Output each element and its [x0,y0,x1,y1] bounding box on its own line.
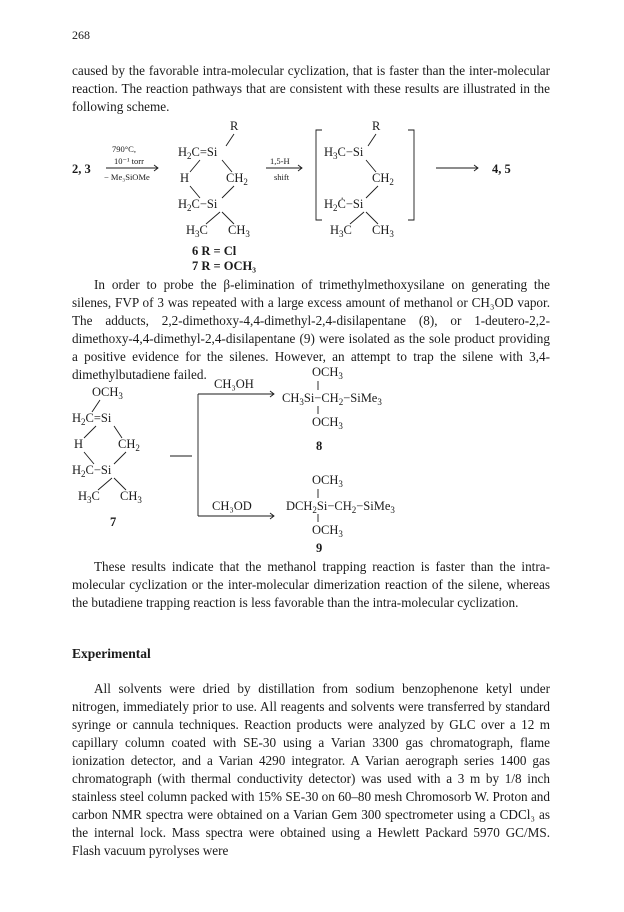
methyl-right-2: $CH_3$ [372,223,394,239]
h2c-si-group: $H_2C=Si$ [178,145,218,161]
bond [84,426,96,438]
h2c-si-group: $H_2C=Si$ [72,411,112,427]
reagent-deuteromethanol: CH₃OD [212,499,252,513]
intro-paragraph: caused by the favorable intra-molecular cyclization, that is faster than the inter-molecular reaction. The reaction pathways that are consistent with these results are illustrated in the following scheme. [72,63,550,114]
bond [190,160,200,172]
bond [368,134,376,146]
ch2-group: $CH_2$ [118,437,140,453]
start-label: 7 [110,515,117,529]
condition-temperature: 790°C, [112,144,136,154]
h3c-si-group: $H_3C-Si$ [324,145,364,161]
substituent-r-2: R [372,119,381,133]
methyl-left-2: $H_3C$ [330,223,352,239]
bond [114,452,126,464]
methyl-left: $H_3C$ [186,223,208,239]
ch2-group-2: $CH_2$ [372,171,394,187]
h2c-si-group-2: $H_2C-Si$ [178,197,218,213]
reaction-scheme-1 [0,112,624,272]
paragraph-3: These results indicate that the methanol trapping reaction is faster than the intra-molecular cyclization or the inter-molecular dimerization reaction of the silene, whereas the butadiene trapping reaction is less favorable than the intra-molecular cyclization. [72,559,550,610]
bond [222,186,234,198]
shift-label-bottom: shift [274,172,290,182]
methyl-right: $CH_3$ [228,223,250,239]
bond [366,186,378,198]
ch2-group: $CH_2$ [226,171,248,187]
bond [350,212,364,224]
bracket-left [316,130,322,220]
substituent-r-1: R [230,119,239,133]
h2c-si-group-2: $H_2C-Si$ [72,463,112,479]
reactants-label: 2, 3 [72,162,91,176]
compound-6-label: 6 R = Cl [192,244,237,258]
bond [206,212,220,224]
methoxy-group: $OCH_3$ [92,385,123,401]
product-9-backbone: $DCH_2Si-CH_2-SiMe_3$ [286,499,395,515]
condition-loss: − Me₃SiOMe [104,172,150,182]
reagent-methanol: CH₃OH [214,377,254,391]
methyl-left: $H_3C$ [78,489,100,505]
bond [98,478,112,490]
product-9-methoxy-bottom: $OCH_3$ [312,523,343,539]
condition-pressure: 10⁻¹ torr [114,156,144,166]
paragraph-2: In order to probe the β-elimination of trimethylmethoxysilane on generating the silenes, FVP of 3 was repeated with a large excess amount of methanol or CH₃OD vapor. The adducts, 2,2-dimethoxy-4,4-dimethyl-2,4-disilapentane (8), or 1-deutero-2,2-dimethoxy-4,4-dimethyl-2,4-disilapentane (9) were isolated as the sole product providing a positive evidence for the silenes. However, an attempt to trap the silene with 3,4-dimethylbutadiene failed. [72,277,550,382]
product-9-label: 9 [316,541,323,555]
h2c-radical-si: $H_2Ċ-Si$ [324,197,364,213]
methyl-right: $CH_3$ [120,489,142,505]
h-atom: H [74,437,84,451]
product-8-backbone: $CH_3Si-CH_2-SiMe_3$ [282,391,382,407]
experimental-heading: Experimental [72,646,151,661]
compound-7-label: 7 R = OCH₃ [192,259,256,273]
product-9-methoxy-top: $OCH_3$ [312,473,343,489]
bond [226,134,234,146]
products-label: 4, 5 [492,162,511,176]
page-number: 268 [72,28,90,42]
product-8-methoxy-bottom: $OCH_3$ [312,415,343,431]
product-8-label: 8 [316,439,323,453]
product-8-methoxy-top: $OCH_3$ [312,365,343,381]
shift-label-top: 1,5-H [270,156,290,166]
reaction-scheme-2 [0,366,624,556]
bracket-right [408,130,414,220]
paragraph-4: All solvents were dried by distillation from sodium benzophenone ketyl under nitrogen, immediately prior to use. All reagents and solvents were transferred by standard syringe or cannula techniques. Reaction products were analyzed by GLC over a 12 m capillary column coated with SE-30 using a Varian 3300 gas chromatograph, flame ionization detector, and a Varian 4290 integrator. A Varian aerograph series 1400 gas chromatograph (with thermal conductivity detector) was used with a 3 m by 1/8 inch stainless steel column packed with 15% SE-30 on 60–80 mesh Chromosorb W. Proton and carbon NMR spectra were obtained on a Varian Gem 300 spectrometer using a CDCl₃ as the internal lock. Mass spectra were obtained using a Hewlett Packard 5970 GC/MS. Flash vacuum pyrolyses were [72,681,550,858]
h-atom: H [180,171,190,185]
